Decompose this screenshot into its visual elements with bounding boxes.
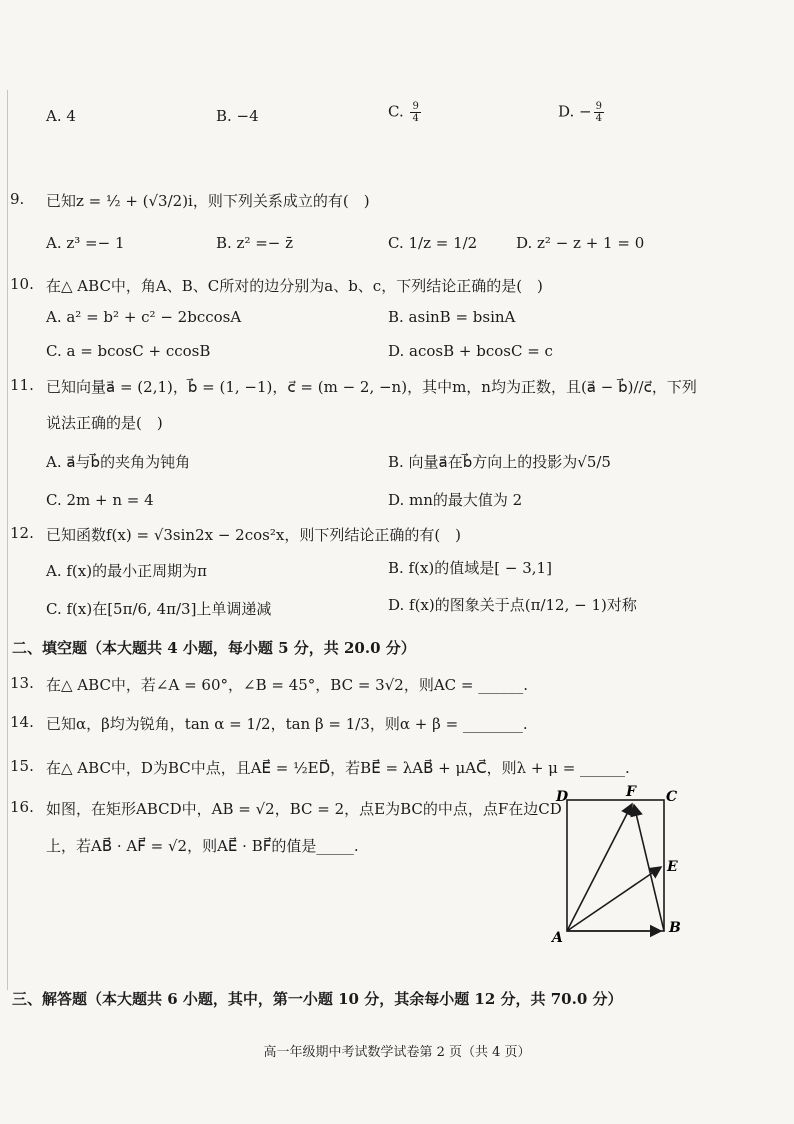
q11-option-b: B. 向量a⃗在b⃗方向上的投影为√5/5	[388, 453, 611, 471]
q11-stem-line1: 已知向量a⃗ = (2,1)，b⃗ = (1, −1)，c⃗ = (m − 2, −n)，其中m，n均为正数，且(a⃗ − b⃗)//c⃗，下列	[46, 378, 697, 396]
label-e: E	[667, 859, 678, 875]
q8-c-numerator: 9	[412, 101, 419, 112]
q11-option-d: D. mn的最大值为 2	[388, 491, 523, 509]
q10-option-b: B. asinB = bsinA	[388, 308, 516, 326]
q8-d-numerator: 9	[595, 101, 602, 112]
section-answer-heading: 三、解答题（本大题共 6 小题，其中，第一小题 10 分，其余每小题 12 分，共 70.0 分）	[12, 990, 623, 1008]
q14-stem: 已知α，β均为锐角，tan α = 1/2，tan β = 1/3，则α + β = ________.	[46, 715, 528, 733]
rectangle-figure	[548, 780, 688, 950]
label-f: F	[626, 784, 636, 800]
q8-option-d-prefix: D. −	[558, 102, 592, 121]
q10-option-a: A. a² = b² + c² − 2bccosA	[46, 308, 242, 326]
q12-option-d: D. f(x)的图象关于点(π/12, − 1)对称	[388, 596, 637, 614]
vector-ae	[567, 867, 661, 931]
q8-option-c-fraction	[410, 101, 420, 124]
q9-option-c: C. 1/z = 1/2	[388, 234, 478, 252]
label-a: A	[552, 930, 563, 946]
q10-stem: 在△ ABC中，角A、B、C所对的边分别为a、b、c，下列结论正确的是( )	[46, 277, 543, 295]
q8-option-b: B. −4	[216, 107, 259, 125]
q9-option-b: B. z² =− z̄	[216, 234, 294, 252]
q11-number: 11.	[10, 376, 34, 394]
q12-option-c: C. f(x)在[5π/6, 4π/3]上单调递减	[46, 600, 272, 618]
q10-option-d: D. acosB + bcosC = c	[388, 342, 553, 360]
q9-stem: 已知z = ½ + (√3/2)i，则下列关系成立的有( )	[46, 192, 370, 210]
label-b: B	[669, 920, 681, 936]
label-d: D	[556, 789, 569, 805]
label-c: C	[666, 789, 678, 805]
q15-number: 15.	[10, 757, 34, 775]
q16-stem-line1: 如图，在矩形ABCD中，AB = √2，BC = 2，点E为BC的中点，点F在边CD	[46, 800, 562, 818]
rectangle-abcd	[567, 800, 664, 931]
q11-stem-line2: 说法正确的是( )	[46, 414, 163, 432]
q10-number: 10.	[10, 275, 34, 293]
q8-option-c	[388, 101, 423, 124]
q11-option-c: C. 2m + n = 4	[46, 491, 154, 509]
q8-option-c-prefix: C.	[388, 102, 409, 121]
q9-option-d: D. z² − z + 1 = 0	[516, 234, 645, 252]
q15-stem: 在△ ABC中，D为BC中点，且AE⃗ = ½ED⃗，若BE⃗ = λAB⃗ + μAC⃗，则λ + μ = ______.	[46, 759, 630, 777]
q8-d-denominator: 4	[595, 113, 602, 124]
q8-c-denominator: 4	[412, 113, 419, 124]
q8-option-d	[558, 101, 606, 124]
q13-stem: 在△ ABC中，若∠A = 60°，∠B = 45°，BC = 3√2，则AC = ______.	[46, 676, 529, 694]
q12-number: 12.	[10, 524, 34, 542]
page-edge-line	[7, 90, 8, 990]
q16-stem-line2: 上，若AB⃗ · AF⃗ = √2，则AE⃗ · BF⃗的值是_____.	[46, 837, 359, 855]
q8-option-a: A. 4	[46, 107, 76, 125]
section-fill-in-heading: 二、填空题（本大题共 4 小题，每小题 5 分，共 20.0 分）	[12, 639, 416, 657]
q9-option-a: A. z³ =− 1	[46, 234, 125, 252]
q16-number: 16.	[10, 798, 34, 816]
page-footer: 高一年级期中考试数学试卷第 2 页（共 4 页）	[263, 1045, 531, 1060]
q11-option-a: A. a⃗与b⃗的夹角为钝角	[46, 453, 191, 471]
q12-option-a: A. f(x)的最小正周期为π	[46, 562, 207, 580]
q12-stem: 已知函数f(x) = √3sin2x − 2cos²x，则下列结论正确的有( )	[46, 526, 462, 544]
q8-option-d-fraction	[594, 101, 604, 124]
q13-number: 13.	[10, 674, 34, 692]
q12-option-b: B. f(x)的值域是[ − 3,1]	[388, 559, 552, 577]
q9-number: 9.	[10, 190, 25, 208]
q10-option-c: C. a = bcosC + ccosB	[46, 342, 211, 360]
q14-number: 14.	[10, 713, 34, 731]
vector-af	[567, 804, 632, 931]
